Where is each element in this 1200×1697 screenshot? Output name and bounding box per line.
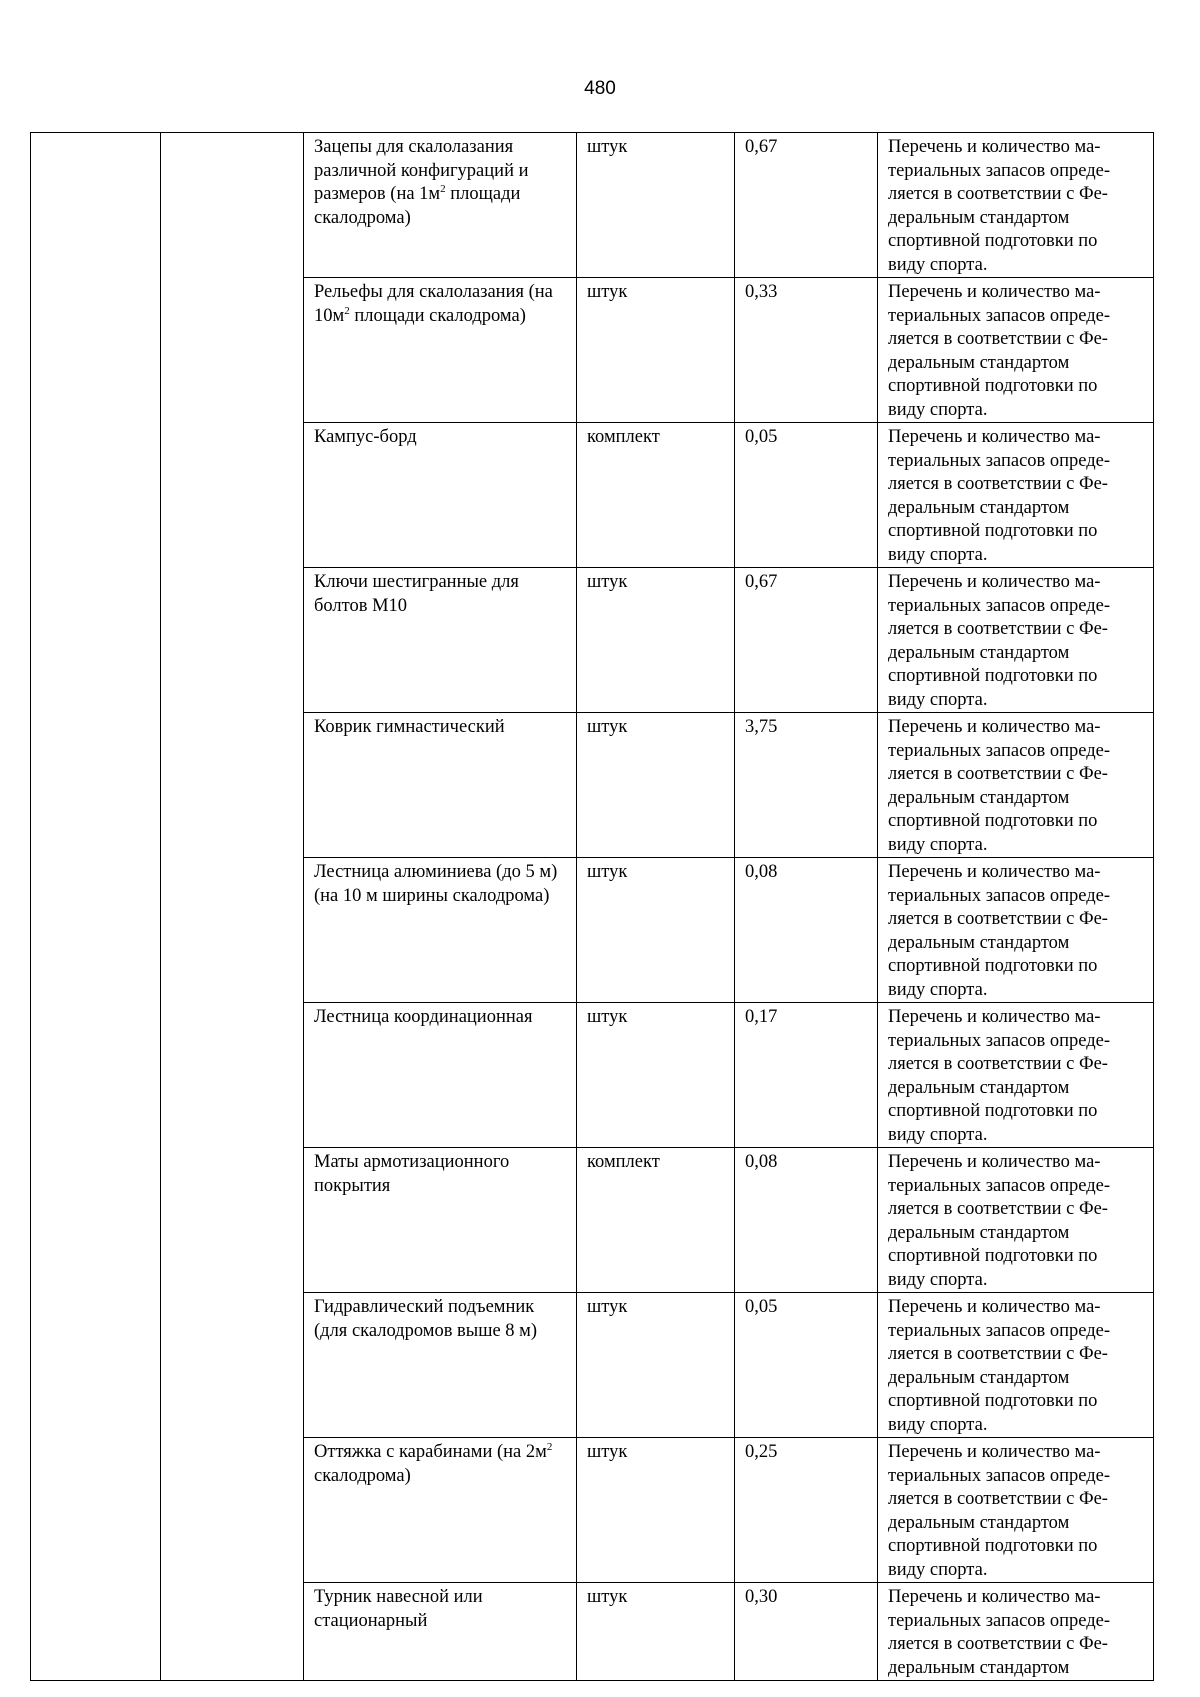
item-name-text: Маты армотизационного покрытия (314, 1152, 510, 1196)
item-name-suffix: площади скалодрома) (314, 184, 521, 228)
item-name-text: Зацепы для скалолазания различной конфигураций и размеров (на 1м (314, 137, 529, 204)
quantity-cell: 0,08 (735, 1148, 878, 1293)
note-cell: Перечень и количество ма- териальных запасов опреде- ляется в соответствии с Фе- деральным стандартом спортивной подготовки по виду спорта. (878, 1438, 1154, 1583)
item-name-cell (304, 713, 577, 858)
unit-cell: штук (577, 713, 735, 858)
unit-cell: штук (577, 1293, 735, 1438)
quantity-cell: 0,67 (735, 568, 878, 713)
item-name-cell (304, 133, 577, 278)
note-cell: Перечень и количество ма- териальных запасов опреде- ляется в соответствии с Фе- деральным стандартом спортивной подготовки по виду спорта. (878, 133, 1154, 278)
unit-cell: штук (577, 1583, 735, 1681)
quantity-cell: 0,05 (735, 1293, 878, 1438)
unit-cell: штук (577, 858, 735, 1003)
item-name-cell (304, 1003, 577, 1148)
note-cell: Перечень и количество ма- териальных запасов опреде- ляется в соответствии с Фе- деральным стандартом спортивной подготовки по виду спорта. (878, 858, 1154, 1003)
item-name-text: Ключи шестигранные для болтов М10 (314, 572, 519, 616)
note-cell: Перечень и количество ма- териальных запасов опреде- ляется в соответствии с Фе- деральным стандартом спортивной подготовки по виду спорта. (878, 568, 1154, 713)
quantity-cell: 3,75 (735, 713, 878, 858)
item-name-text: Лестница координационная (314, 1007, 533, 1027)
note-cell: Перечень и количество ма- териальных запасов опреде- ляется в соответствии с Фе- деральным стандартом спортивной подготовки по виду спорта. (878, 1148, 1154, 1293)
quantity-cell: 0,25 (735, 1438, 878, 1583)
note-cell: Перечень и количество ма- териальных запасов опреде- ляется в соответствии с Фе- деральным стандартом спортивной подготовки по виду спорта. (878, 423, 1154, 568)
item-name-text: Рельефы для скалолазания (на 10м (314, 282, 553, 326)
unit-cell: комплект (577, 423, 735, 568)
note-cell: Перечень и количество ма- териальных запасов опреде- ляется в соответствии с Фе- деральным стандартом спортивной подготовки по виду спорта. (878, 713, 1154, 858)
item-name-superscript: 2 (440, 182, 446, 195)
item-name-cell (304, 423, 577, 568)
table-row (31, 133, 1154, 278)
unit-cell: штук (577, 568, 735, 713)
item-name-text: Лестница алюминиева (до 5 м) (на 10 м ширины скалодрома) (314, 862, 558, 906)
item-name-cell (304, 1293, 577, 1438)
item-name-text: Кампус-борд (314, 427, 417, 447)
row-number-cell (31, 133, 161, 1681)
item-name-cell (304, 1438, 577, 1583)
item-name-cell (304, 858, 577, 1003)
item-name-superscript: 2 (344, 304, 350, 317)
quantity-cell: 0,05 (735, 423, 878, 568)
item-name-cell (304, 568, 577, 713)
note-cell: Перечень и количество ма- териальных запасов опреде- ляется в соответствии с Фе- деральным стандартом спортивной подготовки по виду спорта. (878, 278, 1154, 423)
equipment-table (30, 132, 1154, 1681)
quantity-cell: 0,17 (735, 1003, 878, 1148)
note-cell: Перечень и количество ма- териальных запасов опреде- ляется в соответствии с Фе- деральным стандартом спортивной подготовки по виду спорта. (878, 1003, 1154, 1148)
item-name-text: Коврик гимнастический (314, 717, 505, 737)
unit-cell: комплект (577, 1148, 735, 1293)
item-name-text: Оттяжка с карабинами (на 2м (314, 1442, 547, 1462)
item-name-text: Гидравлический подъемник (для скалодромов выше 8 м) (314, 1297, 538, 1341)
item-name-suffix: скалодрома) (314, 1465, 411, 1486)
item-name-cell (304, 278, 577, 423)
item-name-superscript: 2 (546, 1440, 553, 1453)
unit-cell: штук (577, 133, 735, 278)
note-cell: Перечень и количество ма- териальных запасов опреде- ляется в соответствии с Фе- деральным стандартом спортивной подготовки по виду спорта. (878, 1293, 1154, 1438)
section-cell (161, 133, 304, 1681)
item-name-cell (304, 1148, 577, 1293)
page-number: 480 (584, 78, 616, 99)
quantity-cell: 0,30 (735, 1583, 878, 1681)
quantity-cell: 0,67 (735, 133, 878, 278)
unit-cell: штук (577, 278, 735, 423)
item-name-text: Турник навесной или стационарный (314, 1587, 483, 1631)
item-name-suffix: площади скалодрома) (349, 305, 526, 326)
note-cell: Перечень и количество ма- териальных запасов опреде- ляется в соответствии с Фе- деральным стандартом (878, 1583, 1154, 1681)
quantity-cell: 0,08 (735, 858, 878, 1003)
unit-cell: штук (577, 1438, 735, 1583)
quantity-cell: 0,33 (735, 278, 878, 423)
equipment-table-body (31, 133, 1154, 1681)
item-name-cell (304, 1583, 577, 1681)
unit-cell: штук (577, 1003, 735, 1148)
